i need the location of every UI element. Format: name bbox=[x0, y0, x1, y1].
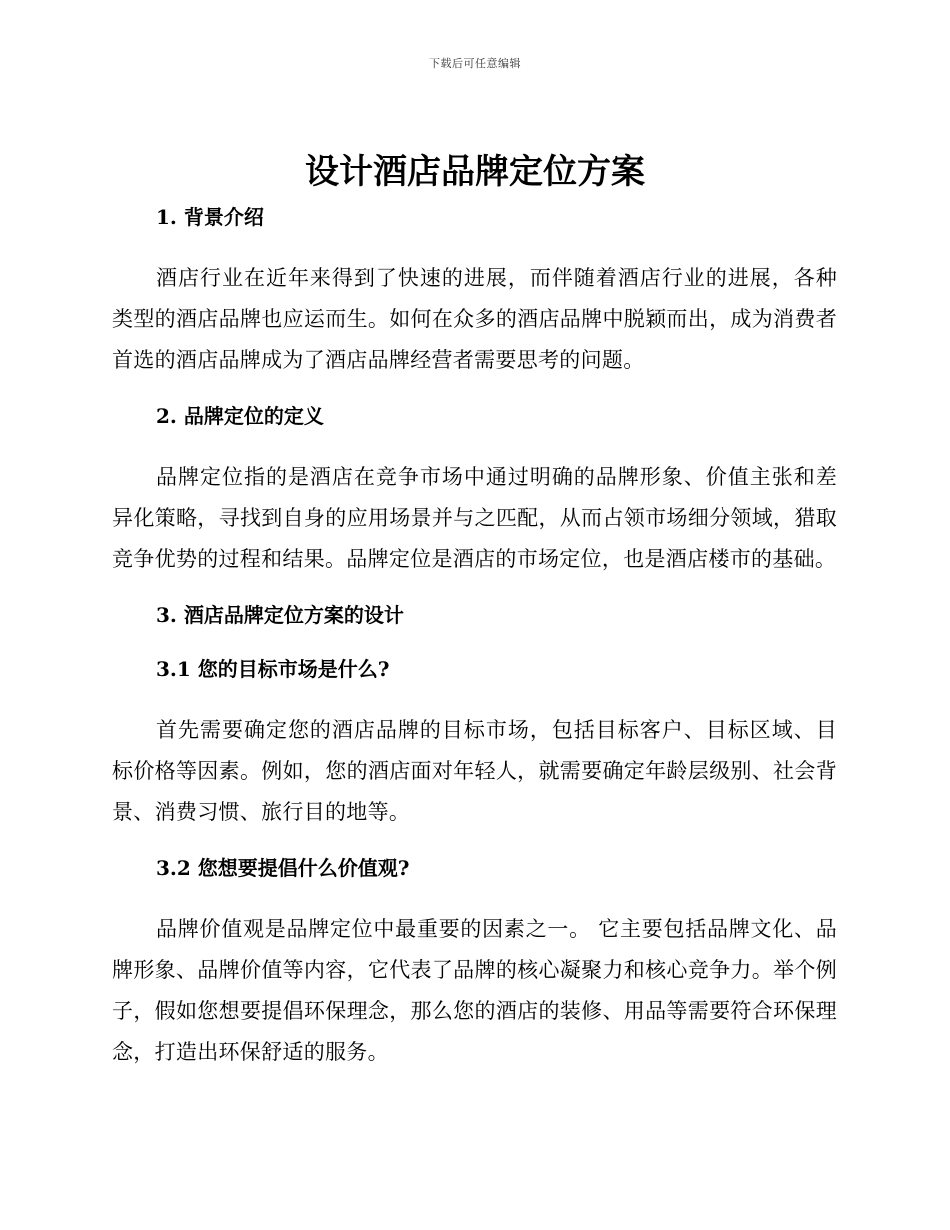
section-paragraph-values: 品牌价值观是品牌定位中最重要的因素之一。 它主要包括品牌文化、品牌形象、品牌价值等内容，它代表了品牌的核心凝聚力和核心竞争力。举个例子，假如您想要提倡环保理念，那么您的酒店的装修、用品等需要符合环保理念，打造出环保舒适的服务。 bbox=[112, 917, 837, 1064]
page-header-note: 下载后可任意编辑 bbox=[429, 57, 521, 70]
section-heading-definition: 2. 品牌定位的定义 bbox=[156, 404, 324, 428]
section-heading-background: 1. 背景介绍 bbox=[156, 205, 264, 229]
section-heading-plan-design: 3. 酒店品牌定位方案的设计 bbox=[156, 603, 404, 627]
section-paragraph-definition: 品牌定位指的是酒店在竞争市场中通过明确的品牌形象、价值主张和差异化策略，寻找到自身的应用场景并与之匹配，从而占领市场细分领域，猎取竞争优势的过程和结果。品牌定位是酒店的市场定位，也是酒店楼市的基础。 bbox=[112, 465, 837, 571]
section-heading-target-market: 3.1 您的目标市场是什么? bbox=[156, 657, 390, 681]
section-paragraph-background: 酒店行业在近年来得到了快速的进展，而伴随着酒店行业的进展，各种类型的酒店品牌也应运而生。如何在众多的酒店品牌中脱颖而出，成为消费者首选的酒店品牌成为了酒店品牌经营者需要思考的问题。 bbox=[112, 266, 837, 372]
section-heading-values: 3.2 您想要提倡什么价值观? bbox=[156, 856, 410, 880]
section-paragraph-target-market: 首先需要确定您的酒店品牌的目标市场，包括目标客户、目标区域、目标价格等因素。例如，您的酒店面对年轻人，就需要确定年龄层级别、社会背景、消费习惯、旅行目的地等。 bbox=[112, 718, 837, 824]
document-body bbox=[112, 202, 837, 1073]
document-title: 设计酒店品牌定位方案 bbox=[305, 152, 645, 192]
